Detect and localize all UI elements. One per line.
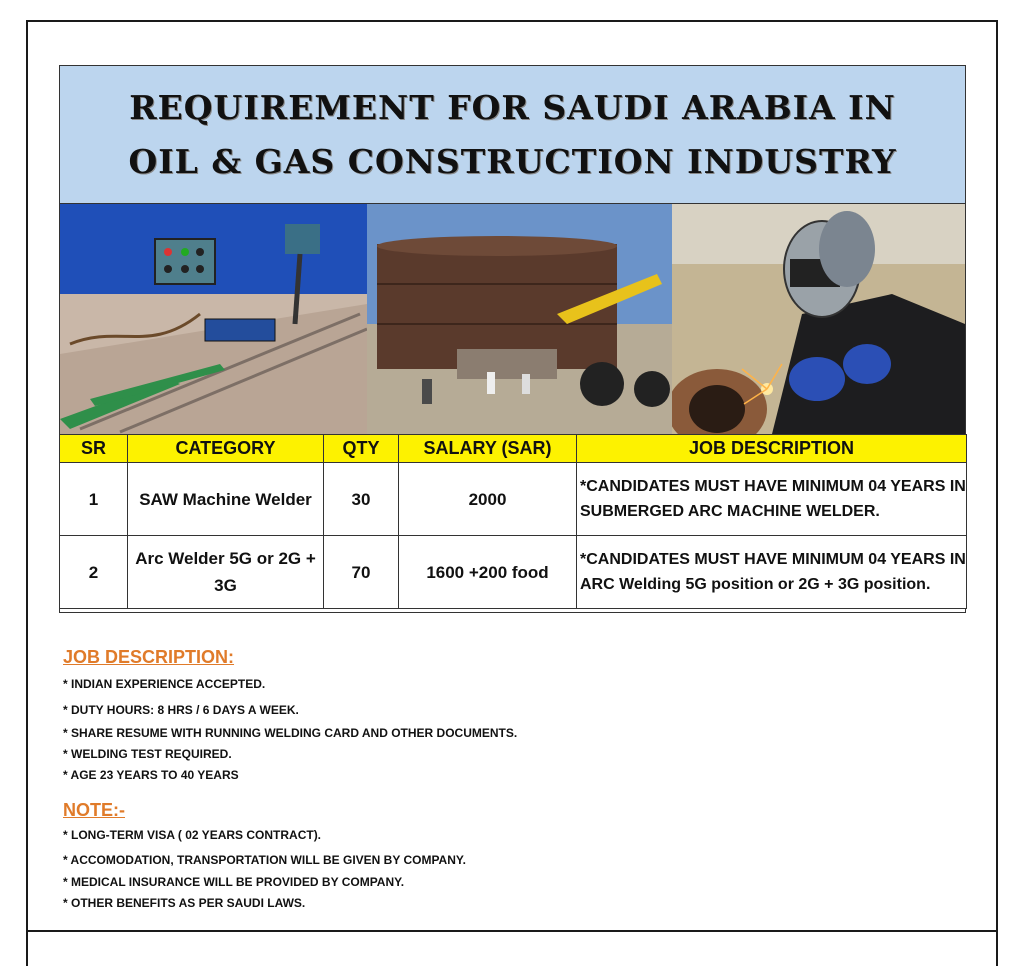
- job-table: [59, 434, 967, 609]
- cell-description: *CANDIDATES MUST HAVE MINIMUM 04 YEARS IN SUBMERGED ARC MACHINE WELDER.: [577, 463, 967, 536]
- cell-salary: 2000: [399, 463, 577, 536]
- header-salary: SALARY (SAR): [399, 435, 577, 463]
- cell-description: *CANDIDATES MUST HAVE MINIMUM 04 YEARS IN ARC Welding 5G position or 2G + 3G position.: [577, 536, 967, 609]
- job-description-section: [63, 647, 234, 668]
- title-line-1: REQUIREMENT FOR SAUDI ARABIA IN: [129, 87, 896, 127]
- cell-category: Arc Welder 5G or 2G + 3G: [128, 536, 324, 609]
- table-header-row: [60, 435, 967, 463]
- title-banner: [60, 66, 965, 204]
- header-category: CATEGORY: [128, 435, 324, 463]
- header-sr: SR: [60, 435, 128, 463]
- table-row: [60, 463, 967, 536]
- next-page-edge: [26, 932, 998, 966]
- list-item: * ACCOMODATION, TRANSPORTATION WILL BE GIVEN BY COMPANY.: [63, 853, 466, 867]
- storage-tank-construction-photo: [367, 204, 672, 434]
- list-item: * INDIAN EXPERIENCE ACCEPTED.: [63, 677, 266, 691]
- cell-sr: 2: [60, 536, 128, 609]
- table-row: [60, 536, 967, 609]
- header-qty: QTY: [324, 435, 399, 463]
- list-item: * AGE 23 YEARS TO 40 YEARS: [63, 768, 239, 782]
- arc-welder-photo: [672, 204, 965, 434]
- title-line-2: OIL & GAS CONSTRUCTION INDUSTRY: [128, 141, 897, 181]
- note-section: [63, 800, 125, 821]
- photo-strip: [60, 204, 965, 434]
- saw-machine-welder-photo: [60, 204, 367, 434]
- cell-salary: 1600 +200 food: [399, 536, 577, 609]
- list-item: * OTHER BENEFITS AS PER SAUDI LAWS.: [63, 896, 306, 910]
- header-job-description: JOB DESCRIPTION: [577, 435, 967, 463]
- list-item: * DUTY HOURS: 8 HRS / 6 DAYS A WEEK.: [63, 703, 299, 717]
- note-heading: NOTE:-: [63, 800, 125, 820]
- cell-category: SAW Machine Welder: [128, 463, 324, 536]
- cell-sr: 1: [60, 463, 128, 536]
- cell-qty: 30: [324, 463, 399, 536]
- list-item: * SHARE RESUME WITH RUNNING WELDING CARD AND OTHER DOCUMENTS.: [63, 726, 518, 740]
- list-item: * LONG-TERM VISA ( 02 YEARS CONTRACT).: [63, 828, 322, 842]
- list-item: * MEDICAL INSURANCE WILL BE PROVIDED BY COMPANY.: [63, 875, 405, 889]
- cell-qty: 70: [324, 536, 399, 609]
- list-item: * WELDING TEST REQUIRED.: [63, 747, 232, 761]
- job-description-heading: JOB DESCRIPTION:: [63, 647, 235, 667]
- job-flyer: [59, 65, 966, 613]
